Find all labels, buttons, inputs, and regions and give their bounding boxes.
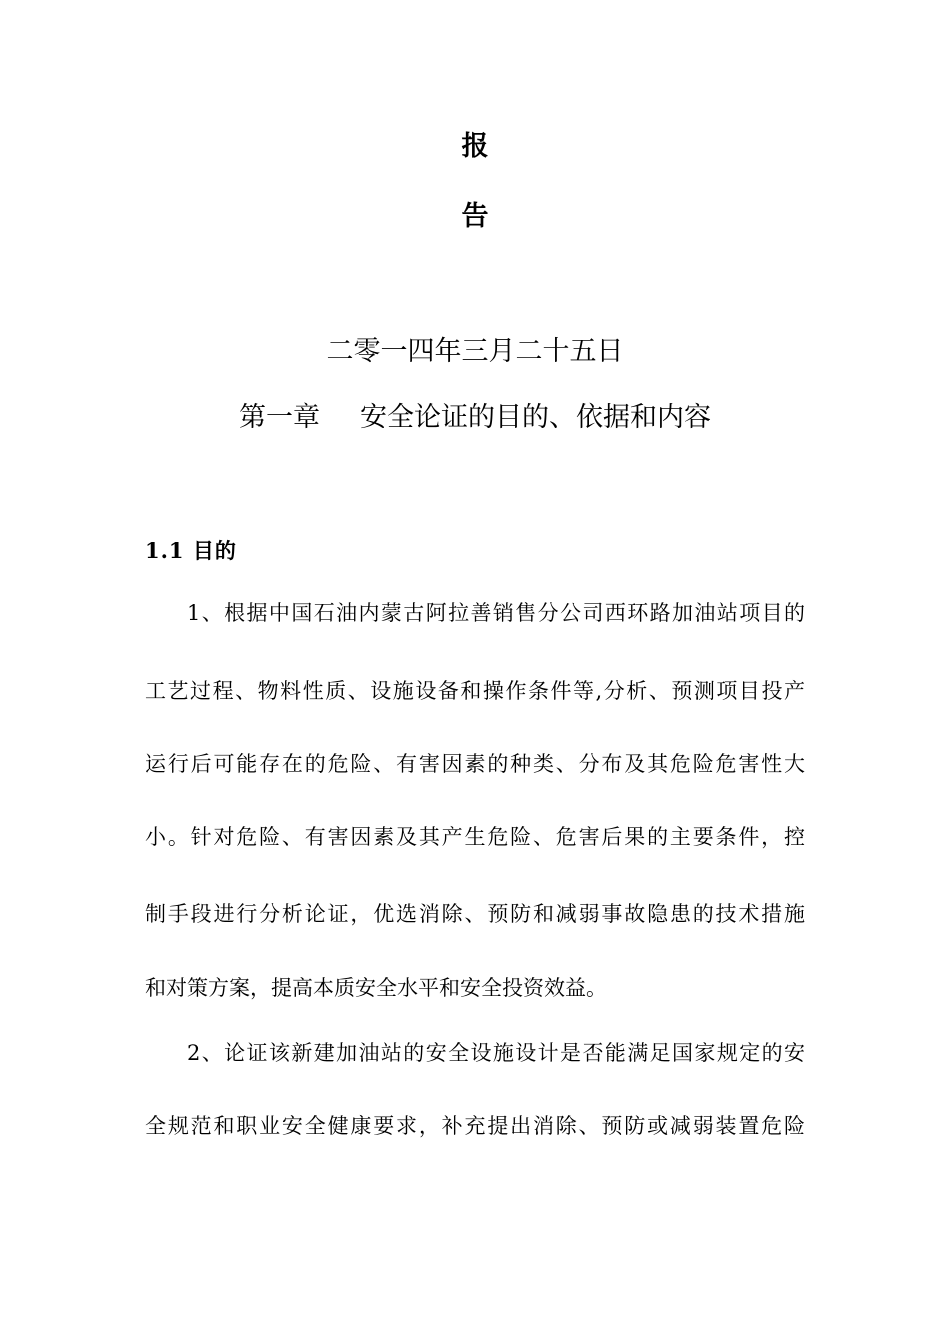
report-title-char-1: 报	[461, 131, 489, 162]
report-date: 二零一四年三月二十五日	[326, 336, 624, 367]
paragraph-1-line-5: 制手段进行分析论证，优选消除、预防和减弱事故隐患的技术措施	[145, 902, 805, 926]
paragraph-1-line-3: 运行后可能存在的危险、有害因素的种类、分布及其危险危害性大	[145, 752, 805, 776]
paragraph-1-line-4: 小。针对危险、有害因素及其产生危险、危害后果的主要条件，控	[145, 825, 805, 849]
chapter-heading	[0, 402, 950, 434]
paragraph-2-line-2: 全规范和职业安全健康要求，补充提出消除、预防或减弱装置危险	[145, 1114, 805, 1138]
section-heading: 1.1 目的	[145, 538, 237, 563]
paragraph-2-line-1: 2、论证该新建加油站的安全设施设计是否能满足国家规定的安	[187, 1041, 805, 1065]
paragraph-1-line-1: 1、根据中国石油内蒙古阿拉善销售分公司西环路加油站项目的	[187, 601, 805, 625]
chapter-title: 安全论证的目的、依据和内容	[360, 402, 711, 433]
paragraph-1-line-2: 工艺过程、物料性质、设施设备和操作条件等,分析、预测项目投产	[145, 679, 805, 703]
report-title-char-2: 告	[461, 201, 489, 232]
chapter-number: 第一章	[239, 402, 320, 433]
paragraph-1-line-6: 和对策方案，提高本质安全水平和安全投资效益。	[145, 976, 607, 1000]
